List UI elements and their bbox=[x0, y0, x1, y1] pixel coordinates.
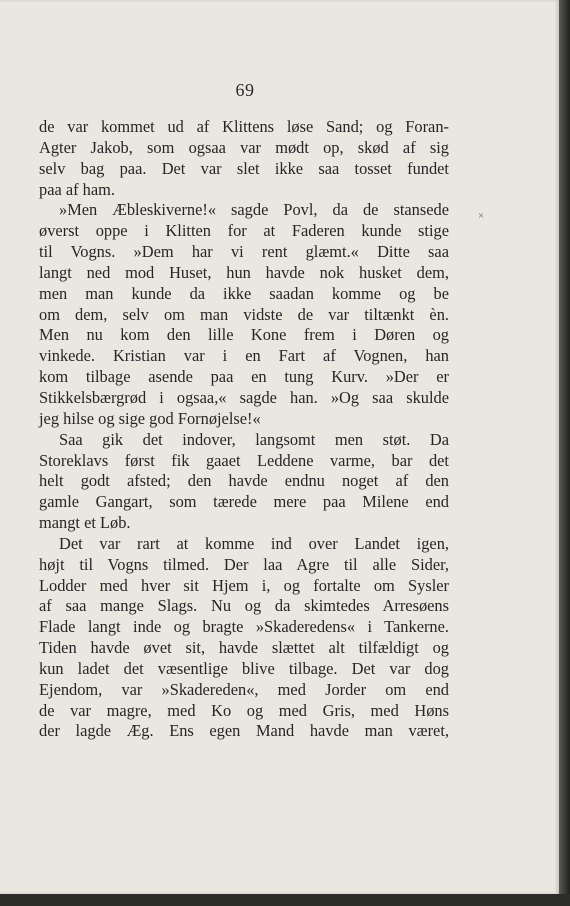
text-line: jeg hilse og sige god Fornøjelse!« bbox=[39, 408, 261, 428]
text-line: af saa mange Slags. Nu og da skimtedes Arresøens bbox=[39, 596, 449, 616]
text-line: Saa gik det indover, langsomt men støt. Da bbox=[59, 429, 449, 449]
text-line: de var magre, med Ko og med Gris, med Høns bbox=[39, 700, 449, 720]
text-line: højt til Vogns tilmed. Der laa Agre til alle Sider, bbox=[39, 554, 449, 574]
text-line: helt godt afsted; den havde endnu noget af den bbox=[39, 471, 449, 491]
text-line: vinkede. Kristian var i en Fart af Vognen, han bbox=[39, 346, 449, 366]
page-number: 69 bbox=[235, 80, 255, 100]
page-edge-bottom bbox=[0, 894, 570, 906]
text-line: Det var rart at komme ind over Landet igen, bbox=[59, 533, 449, 553]
text-line: kun ladet det væsentlige blive tilbage. Det var dog bbox=[39, 658, 449, 678]
body-text bbox=[39, 117, 449, 742]
text-line: øverst oppe i Klitten for at Faderen kunde stige bbox=[39, 221, 449, 241]
text-line: »Men Æbleskiverne!« sagde Povl, da de stansede bbox=[59, 200, 449, 220]
text-line: mangt et Løb. bbox=[39, 513, 131, 533]
text-line: Ejendom, var »Skadereden«, med Jorder om end bbox=[39, 679, 449, 699]
text-line: men man kunde da ikke saadan komme og be bbox=[39, 283, 449, 303]
text-line: selv bag paa. Det var slet ikke saa tosset fundet bbox=[39, 158, 449, 178]
text-line: paa af ham. bbox=[39, 179, 115, 199]
page-edge-right bbox=[559, 0, 570, 906]
text-line: Lodder med hver sit Hjem i, og fortalte om Sysler bbox=[39, 575, 449, 595]
text-line: til Vogns. »Dem har vi rent glæmt.« Ditte saa bbox=[39, 242, 449, 262]
text-line: gamle Gangart, som tærede mere paa Milene end bbox=[39, 492, 449, 512]
text-line: Men nu kom den lille Kone frem i Døren og bbox=[39, 325, 449, 345]
text-line: Storeklavs først fik gaaet Leddene varme, bar det bbox=[39, 450, 449, 470]
text-line: de var kommet ud af Klittens løse Sand; og Foran- bbox=[39, 117, 449, 136]
margin-mark: × bbox=[478, 210, 485, 222]
text-line: Flade langt inde og bragte »Skaderedens« i Tankerne. bbox=[39, 617, 449, 637]
text-line: Agter Jakob, som ogsaa var mødt op, skød af sig bbox=[39, 137, 449, 157]
text-line: Stikkelsbærgrød i ogsaa,« sagde han. »Og saa skulde bbox=[39, 387, 449, 407]
text-line: langt ned mod Huset, hun havde nok husket dem, bbox=[39, 262, 449, 282]
text-line: kom tilbage asende paa en tung Kurv. »Der er bbox=[39, 367, 449, 387]
text-line: om dem, selv om man vidste de var tiltænkt èn. bbox=[39, 304, 449, 324]
text-line: der lagde Æg. Ens egen Mand havde man været, bbox=[39, 721, 449, 741]
text-line: Tiden havde øvet sit, havde slættet alt tilfældigt og bbox=[39, 638, 449, 658]
